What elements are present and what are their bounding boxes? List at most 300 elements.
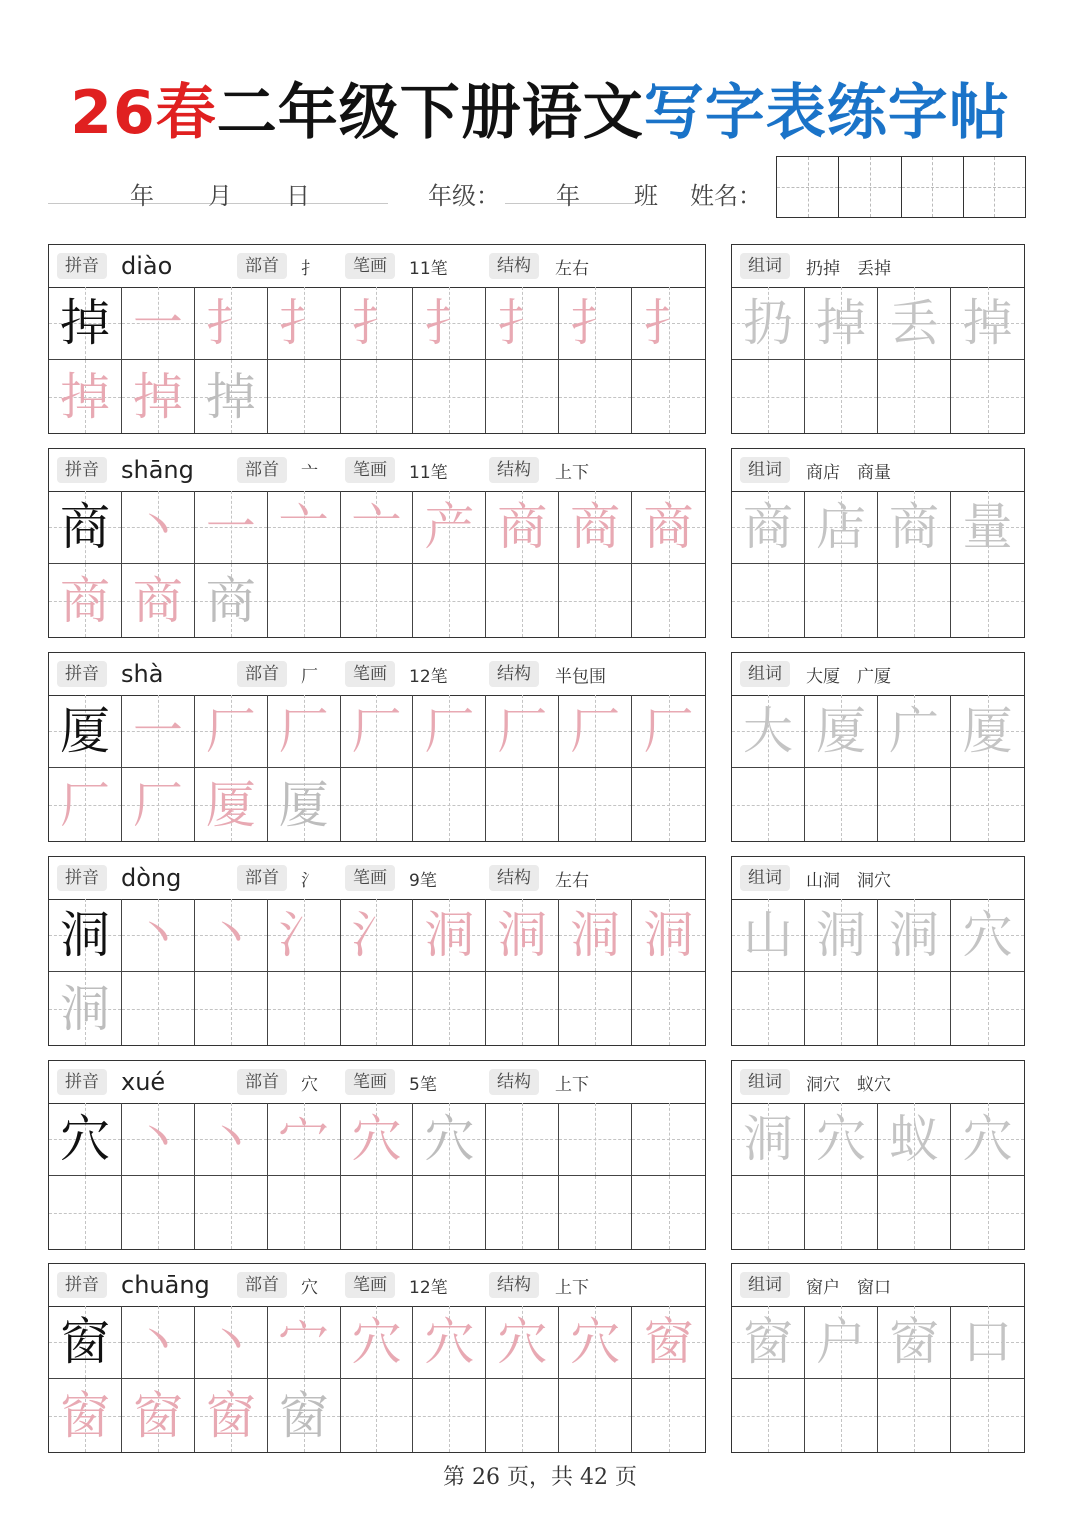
writing-cell[interactable] — [122, 1379, 195, 1452]
writing-cell[interactable] — [122, 768, 195, 841]
writing-cell[interactable] — [632, 768, 705, 841]
name-box[interactable] — [964, 157, 1025, 217]
structure-value: 上下 — [555, 462, 589, 483]
word-writing-cell[interactable] — [878, 1379, 951, 1452]
stroke-order-character: 厂 — [424, 702, 475, 760]
writing-cell[interactable] — [49, 899, 122, 972]
model-character: 洞 — [59, 906, 110, 964]
writing-cell[interactable] — [341, 1379, 414, 1452]
word-writing-cell[interactable] — [951, 1176, 1024, 1249]
writing-cell[interactable] — [341, 287, 414, 360]
writing-cell[interactable] — [632, 972, 705, 1045]
word-trace-character: 山 — [743, 906, 793, 964]
word-trace-character: 户 — [816, 1313, 866, 1371]
word-trace-character: 商 — [889, 498, 939, 556]
word-writing-cell[interactable] — [732, 972, 805, 1045]
writing-cell[interactable] — [486, 695, 559, 768]
writing-cell[interactable] — [195, 1103, 268, 1176]
words-value: 商店 商量 — [806, 462, 891, 483]
word-trace-character: 大 — [743, 702, 793, 760]
stroke-order-character: 厂 — [278, 702, 329, 760]
word-writing-cell[interactable] — [951, 1103, 1024, 1176]
writing-cell[interactable] — [268, 768, 341, 841]
writing-cell[interactable] — [122, 972, 195, 1045]
stroke-order-character: 厦 — [205, 775, 256, 834]
strokes-tag: 笔画 — [345, 457, 395, 483]
word-writing-cell[interactable] — [951, 695, 1024, 768]
structure-tag: 结构 — [489, 661, 539, 687]
word-writing-cell[interactable] — [805, 695, 878, 768]
word-writing-cell[interactable] — [805, 564, 878, 637]
structure-value: 半包围 — [555, 666, 606, 687]
radical-value: 亠 — [301, 462, 318, 483]
writing-cell[interactable] — [486, 768, 559, 841]
stroke-order-character: 厂 — [205, 702, 256, 760]
stroke-order-character: 一 — [132, 702, 183, 760]
date-month-label: 月 — [208, 182, 232, 210]
writing-cell[interactable] — [559, 1379, 632, 1452]
word-trace-character: 窗 — [889, 1313, 939, 1371]
writing-cell[interactable] — [632, 1176, 705, 1249]
word-writing-cell[interactable] — [951, 972, 1024, 1045]
writing-cell[interactable] — [195, 1379, 268, 1452]
words-value: 洞穴 蚁穴 — [806, 1074, 891, 1095]
writing-cell[interactable] — [49, 1306, 122, 1379]
word-writing-cell[interactable] — [732, 695, 805, 768]
writing-cell[interactable] — [486, 1103, 559, 1176]
writing-cell[interactable] — [341, 1103, 414, 1176]
word-trace-character: 掉 — [816, 294, 866, 352]
pinyin-tag: 拼音 — [57, 865, 107, 891]
writing-cell[interactable] — [486, 491, 559, 564]
word-writing-cell[interactable] — [732, 360, 805, 433]
word-trace-character: 丢 — [889, 294, 939, 352]
writing-cell[interactable] — [49, 768, 122, 841]
writing-cell[interactable] — [486, 1306, 559, 1379]
radical-tag: 部首 — [237, 253, 287, 279]
word-writing-cell[interactable] — [951, 1306, 1024, 1379]
writing-cell[interactable] — [195, 1176, 268, 1249]
stroke-order-character: 厦 — [278, 775, 329, 834]
stroke-order-character: 宀 — [278, 1110, 329, 1168]
stroke-order-character: 产 — [424, 498, 475, 556]
word-trace-character: 穴 — [816, 1110, 866, 1168]
word-practice-block — [731, 1263, 1025, 1453]
word-writing-cell[interactable] — [878, 972, 951, 1045]
writing-cell[interactable] — [559, 768, 632, 841]
stroke-order-character: 丶 — [205, 906, 256, 964]
writing-cell[interactable] — [486, 287, 559, 360]
word-writing-cell[interactable] — [878, 564, 951, 637]
word-writing-cell[interactable] — [805, 287, 878, 360]
writing-cell[interactable] — [559, 491, 632, 564]
writing-cell[interactable] — [632, 695, 705, 768]
stroke-order-character: 扌 — [351, 294, 402, 352]
pinyin-value: diào — [121, 252, 173, 280]
writing-cell[interactable] — [268, 564, 341, 637]
words-header — [732, 245, 1024, 288]
word-writing-cell[interactable] — [878, 899, 951, 972]
stroke-order-character: 洞 — [497, 906, 548, 964]
writing-cell[interactable] — [559, 564, 632, 637]
writing-cell[interactable] — [413, 491, 486, 564]
stroke-order-character: 商 — [497, 498, 548, 556]
title-part-black: 二年级下册语文 — [216, 78, 644, 148]
word-writing-cell[interactable] — [805, 768, 878, 841]
stroke-order-character: 丶 — [132, 498, 183, 556]
stroke-order-character: 丶 — [205, 1110, 256, 1168]
writing-cell[interactable] — [632, 899, 705, 972]
writing-cell[interactable] — [559, 972, 632, 1045]
stroke-order-character: 商 — [643, 498, 694, 556]
strokes-value: 11笔 — [409, 258, 448, 279]
words-header — [732, 857, 1024, 900]
word-writing-cell[interactable] — [805, 360, 878, 433]
writing-cell[interactable] — [195, 491, 268, 564]
title-part-red: 26春 — [70, 78, 217, 148]
writing-cell[interactable] — [195, 287, 268, 360]
model-character: 掉 — [59, 294, 110, 352]
word-writing-cell[interactable] — [878, 695, 951, 768]
stroke-order-character: 扌 — [570, 294, 621, 352]
word-trace-character: 洞 — [743, 1110, 793, 1168]
radical-tag: 部首 — [237, 661, 287, 687]
word-writing-cell[interactable] — [732, 1306, 805, 1379]
writing-cell[interactable] — [632, 1306, 705, 1379]
writing-cell[interactable] — [413, 695, 486, 768]
stroke-order-character: 扌 — [643, 294, 694, 352]
word-writing-grid — [732, 695, 1024, 841]
word-writing-cell[interactable] — [805, 972, 878, 1045]
writing-cell[interactable] — [559, 287, 632, 360]
writing-cell[interactable] — [195, 695, 268, 768]
word-writing-cell[interactable] — [805, 1103, 878, 1176]
writing-cell[interactable] — [341, 972, 414, 1045]
word-writing-cell[interactable] — [951, 768, 1024, 841]
word-writing-cell[interactable] — [878, 360, 951, 433]
writing-cell[interactable] — [486, 1176, 559, 1249]
stroke-order-character: 掉 — [59, 367, 110, 426]
writing-cell[interactable] — [195, 564, 268, 637]
pinyin-tag: 拼音 — [57, 457, 107, 483]
date-day-label: 日 — [286, 182, 310, 210]
word-writing-grid — [732, 287, 1024, 433]
writing-cell[interactable] — [268, 1379, 341, 1452]
char-info-header — [49, 1061, 705, 1104]
writing-cell[interactable] — [49, 1176, 122, 1249]
stroke-order-character: 窗 — [132, 1386, 183, 1445]
writing-cell[interactable] — [49, 972, 122, 1045]
word-writing-grid — [732, 491, 1024, 637]
writing-cell[interactable] — [341, 768, 414, 841]
grade-label: 年级： — [428, 182, 500, 210]
char-info-header — [49, 857, 705, 900]
word-writing-cell[interactable] — [951, 491, 1024, 564]
writing-cell[interactable] — [49, 564, 122, 637]
word-trace-character: 口 — [962, 1313, 1013, 1371]
word-writing-cell[interactable] — [805, 491, 878, 564]
writing-grid — [49, 695, 705, 841]
word-writing-cell[interactable] — [951, 564, 1024, 637]
strokes-value: 5笔 — [409, 1074, 437, 1095]
writing-grid — [49, 1306, 705, 1452]
words-header — [732, 1061, 1024, 1104]
stroke-order-character: 穴 — [424, 1110, 475, 1168]
writing-cell[interactable] — [49, 491, 122, 564]
strokes-value: 9笔 — [409, 870, 437, 891]
words-tag: 组词 — [740, 1069, 790, 1095]
words-header — [732, 449, 1024, 492]
writing-cell[interactable] — [122, 899, 195, 972]
pinyin-value: shà — [121, 660, 164, 688]
char-info-header — [49, 653, 705, 696]
writing-cell[interactable] — [195, 972, 268, 1045]
word-practice-block — [731, 856, 1025, 1046]
writing-cell[interactable] — [486, 1379, 559, 1452]
writing-cell[interactable] — [413, 1379, 486, 1452]
words-tag: 组词 — [740, 1272, 790, 1298]
radical-value: 厂 — [301, 666, 318, 687]
writing-cell[interactable] — [268, 1306, 341, 1379]
writing-cell[interactable] — [122, 1306, 195, 1379]
stroke-order-character: 丶 — [205, 1313, 256, 1371]
word-writing-cell[interactable] — [951, 1379, 1024, 1452]
writing-cell[interactable] — [195, 899, 268, 972]
words-tag: 组词 — [740, 253, 790, 279]
word-practice-block — [731, 652, 1025, 842]
stroke-order-character: 氵 — [278, 906, 329, 964]
writing-cell[interactable] — [632, 1379, 705, 1452]
writing-cell[interactable] — [122, 491, 195, 564]
writing-cell[interactable] — [49, 1379, 122, 1452]
word-writing-cell[interactable] — [732, 1103, 805, 1176]
word-writing-cell[interactable] — [805, 899, 878, 972]
writing-cell[interactable] — [559, 1176, 632, 1249]
writing-cell[interactable] — [413, 972, 486, 1045]
stroke-order-character: 扌 — [424, 294, 475, 352]
page-title — [0, 78, 1080, 148]
structure-value: 上下 — [555, 1074, 589, 1095]
word-writing-cell[interactable] — [732, 287, 805, 360]
writing-cell[interactable] — [341, 1176, 414, 1249]
writing-cell[interactable] — [49, 695, 122, 768]
stroke-order-character: 穴 — [424, 1313, 475, 1371]
word-writing-cell[interactable] — [878, 491, 951, 564]
word-trace-character: 洞 — [889, 906, 939, 964]
words-value: 山洞 洞穴 — [806, 870, 891, 891]
stroke-order-character: 窗 — [643, 1313, 694, 1371]
structure-tag: 结构 — [489, 1069, 539, 1095]
stroke-order-character: 商 — [205, 571, 256, 630]
word-writing-cell[interactable] — [878, 768, 951, 841]
name-box[interactable] — [777, 157, 839, 217]
writing-cell[interactable] — [632, 564, 705, 637]
name-box[interactable] — [902, 157, 964, 217]
stroke-order-character: 洞 — [424, 906, 475, 964]
stroke-order-character: 洞 — [59, 979, 110, 1038]
writing-cell[interactable] — [486, 972, 559, 1045]
writing-cell[interactable] — [195, 768, 268, 841]
pinyin-tag: 拼音 — [57, 1272, 107, 1298]
structure-tag: 结构 — [489, 457, 539, 483]
word-writing-cell[interactable] — [878, 1306, 951, 1379]
stroke-order-character: 商 — [132, 571, 183, 630]
writing-cell[interactable] — [486, 899, 559, 972]
writing-cell[interactable] — [341, 695, 414, 768]
writing-cell[interactable] — [268, 899, 341, 972]
char-practice-block — [48, 1263, 706, 1453]
stroke-order-character: 厂 — [643, 702, 694, 760]
strokes-tag: 笔画 — [345, 1069, 395, 1095]
word-writing-cell[interactable] — [805, 1379, 878, 1452]
stroke-order-character: 扌 — [205, 294, 256, 352]
word-trace-character: 蚁 — [889, 1110, 939, 1168]
writing-cell[interactable] — [341, 899, 414, 972]
words-value: 窗户 窗口 — [806, 1277, 891, 1298]
strokes-value: 12笔 — [409, 1277, 448, 1298]
writing-cell[interactable] — [559, 899, 632, 972]
word-trace-character: 扔 — [743, 294, 793, 352]
writing-cell[interactable] — [268, 287, 341, 360]
writing-cell[interactable] — [559, 695, 632, 768]
model-character: 厦 — [59, 702, 110, 760]
writing-cell[interactable] — [559, 1103, 632, 1176]
name-box[interactable] — [839, 157, 901, 217]
writing-cell[interactable] — [122, 1103, 195, 1176]
writing-cell[interactable] — [413, 1306, 486, 1379]
writing-cell[interactable] — [268, 360, 341, 433]
writing-cell[interactable] — [268, 695, 341, 768]
writing-cell[interactable] — [268, 491, 341, 564]
writing-cell[interactable] — [122, 695, 195, 768]
writing-cell[interactable] — [268, 972, 341, 1045]
writing-cell[interactable] — [413, 360, 486, 433]
writing-cell[interactable] — [122, 287, 195, 360]
writing-cell[interactable] — [632, 360, 705, 433]
pinyin-value: xué — [121, 1068, 166, 1096]
writing-cell[interactable] — [268, 1103, 341, 1176]
writing-cell[interactable] — [49, 1103, 122, 1176]
structure-tag: 结构 — [489, 253, 539, 279]
word-trace-character: 厦 — [816, 702, 866, 760]
writing-cell[interactable] — [122, 360, 195, 433]
writing-cell[interactable] — [122, 1176, 195, 1249]
writing-cell[interactable] — [195, 360, 268, 433]
stroke-order-character: 扌 — [278, 294, 329, 352]
strokes-value: 11笔 — [409, 462, 448, 483]
stroke-order-character: 掉 — [205, 367, 256, 426]
word-practice-block — [731, 1060, 1025, 1250]
word-writing-cell[interactable] — [805, 1176, 878, 1249]
writing-cell[interactable] — [559, 1306, 632, 1379]
word-trace-character: 店 — [816, 498, 866, 556]
writing-grid — [49, 491, 705, 637]
stroke-order-character: 亠 — [351, 498, 402, 556]
writing-grid — [49, 287, 705, 433]
word-writing-cell[interactable] — [878, 1103, 951, 1176]
stroke-order-character: 商 — [59, 571, 110, 630]
writing-cell[interactable] — [413, 899, 486, 972]
writing-cell[interactable] — [632, 491, 705, 564]
date-year-label: 年 — [130, 182, 154, 210]
writing-cell[interactable] — [632, 1103, 705, 1176]
word-writing-cell[interactable] — [878, 287, 951, 360]
structure-value: 左右 — [555, 258, 589, 279]
words-header — [732, 653, 1024, 696]
word-writing-cell[interactable] — [805, 1306, 878, 1379]
word-trace-character: 穴 — [962, 906, 1013, 964]
writing-cell[interactable] — [413, 287, 486, 360]
word-practice-block — [731, 448, 1025, 638]
name-label: 姓名： — [690, 182, 762, 210]
radical-value: 氵 — [301, 870, 318, 891]
words-tag: 组词 — [740, 457, 790, 483]
stroke-order-character: 穴 — [351, 1313, 402, 1371]
word-writing-cell[interactable] — [951, 899, 1024, 972]
writing-cell[interactable] — [195, 1306, 268, 1379]
words-tag: 组词 — [740, 865, 790, 891]
stroke-order-character: 穴 — [570, 1313, 621, 1371]
words-header — [732, 1264, 1024, 1307]
word-writing-cell[interactable] — [732, 768, 805, 841]
radical-value: 穴 — [301, 1277, 318, 1298]
structure-tag: 结构 — [489, 865, 539, 891]
pinyin-value: chuāng — [121, 1271, 210, 1299]
writing-cell[interactable] — [413, 768, 486, 841]
word-practice-block — [731, 244, 1025, 434]
writing-cell[interactable] — [341, 491, 414, 564]
stroke-order-character: 丶 — [132, 906, 183, 964]
writing-cell[interactable] — [341, 360, 414, 433]
stroke-order-character: 窗 — [278, 1386, 329, 1445]
writing-cell[interactable] — [268, 1176, 341, 1249]
name-writing-boxes[interactable] — [776, 156, 1026, 218]
writing-cell[interactable] — [486, 360, 559, 433]
page-footer: 第 26 页，共 42 页 — [443, 1465, 637, 1490]
writing-cell[interactable] — [413, 1103, 486, 1176]
word-writing-cell[interactable] — [732, 1176, 805, 1249]
writing-cell[interactable] — [49, 360, 122, 433]
word-writing-cell[interactable] — [878, 1176, 951, 1249]
model-character: 窗 — [59, 1313, 110, 1371]
writing-cell[interactable] — [341, 564, 414, 637]
writing-cell[interactable] — [413, 564, 486, 637]
writing-cell[interactable] — [122, 564, 195, 637]
word-trace-character: 广 — [889, 702, 939, 760]
stroke-order-character: 一 — [205, 498, 256, 556]
writing-cell[interactable] — [559, 360, 632, 433]
writing-grid — [49, 899, 705, 1045]
writing-cell[interactable] — [632, 287, 705, 360]
stroke-order-character: 扌 — [497, 294, 548, 352]
word-writing-cell[interactable] — [732, 491, 805, 564]
writing-cell[interactable] — [49, 287, 122, 360]
pinyin-value: shāng — [121, 456, 194, 484]
writing-cell[interactable] — [413, 1176, 486, 1249]
writing-cell[interactable] — [341, 1306, 414, 1379]
class-label: 班 — [634, 182, 658, 210]
word-writing-cell[interactable] — [732, 899, 805, 972]
char-info-header — [49, 1264, 705, 1307]
word-writing-grid — [732, 1103, 1024, 1249]
word-writing-cell[interactable] — [951, 360, 1024, 433]
word-writing-cell[interactable] — [951, 287, 1024, 360]
word-writing-cell[interactable] — [732, 1379, 805, 1452]
char-practice-block — [48, 244, 706, 434]
word-writing-cell[interactable] — [732, 564, 805, 637]
word-trace-character: 洞 — [816, 906, 866, 964]
writing-cell[interactable] — [486, 564, 559, 637]
